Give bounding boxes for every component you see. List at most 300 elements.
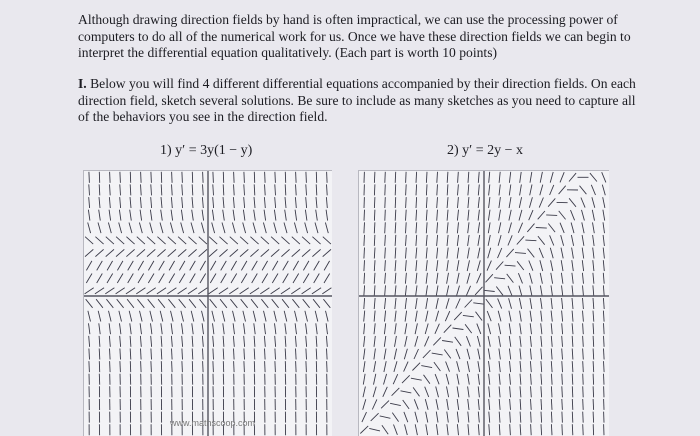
- slope-segment: [374, 285, 375, 296]
- slope-segment: [424, 375, 430, 384]
- slope-segment: [261, 299, 268, 308]
- slope-segment: [292, 249, 300, 256]
- slope-segment: [509, 349, 510, 360]
- slope-segment: [551, 386, 552, 397]
- slope-segment: [392, 388, 400, 396]
- slope-segment: [189, 299, 196, 308]
- slope-segment: [140, 311, 143, 322]
- slope-segment: [295, 311, 298, 322]
- slope-segment: [406, 184, 407, 195]
- slope-segment: [489, 172, 490, 183]
- slope-segment: [374, 248, 375, 259]
- slope-segment: [593, 273, 594, 284]
- slope-segment: [571, 210, 575, 220]
- slope-segment: [593, 361, 594, 372]
- slope-segment: [550, 248, 553, 259]
- slope-segment: [305, 223, 308, 234]
- slope-segment: [213, 336, 214, 347]
- slope-segment: [171, 311, 174, 322]
- slope-segment: [583, 361, 584, 372]
- slope-segment: [233, 336, 234, 347]
- slope-segment: [119, 210, 121, 221]
- slope-segment: [527, 224, 534, 232]
- slope-segment: [541, 374, 542, 385]
- slope-segment: [364, 273, 365, 284]
- slope-segment: [220, 299, 227, 308]
- slope-segment: [262, 261, 268, 271]
- slope-segment: [562, 323, 563, 334]
- slope-segment: [192, 184, 193, 195]
- slope-segment: [86, 261, 92, 271]
- slope-segment: [85, 237, 93, 244]
- direction-field-1[interactable]: [83, 170, 332, 436]
- slope-segment: [385, 172, 386, 183]
- slope-segment: [582, 235, 584, 246]
- slope-segment: [88, 210, 90, 221]
- slope-segment: [509, 336, 511, 347]
- slope-segment: [316, 210, 318, 221]
- slope-segment: [109, 311, 112, 322]
- direction-field-1-plot[interactable]: [84, 171, 332, 436]
- slope-segment: [583, 323, 584, 334]
- slope-segment: [128, 261, 134, 271]
- slope-segment: [169, 274, 175, 284]
- slope-segment: [604, 374, 605, 385]
- slope-segment: [254, 210, 256, 221]
- task-text: Below you will find 4 different differential equations accompanied by their direction fields. On each direction field, sketch several solutions. Be sure to include as many sketches as you need to capture all of the behaviors you see in the direction field.: [78, 76, 636, 124]
- slope-segment: [415, 311, 417, 322]
- slope-segment: [250, 288, 259, 294]
- slope-segment: [275, 184, 276, 195]
- slope-segment: [171, 197, 172, 208]
- slope-segment: [401, 391, 412, 393]
- slope-segment: [528, 249, 535, 258]
- slope-segment: [415, 412, 418, 423]
- slope-segment: [191, 223, 194, 234]
- slope-segment: [478, 361, 480, 372]
- slope-segment: [426, 424, 428, 435]
- slope-segment: [499, 349, 501, 360]
- slope-segment: [364, 248, 365, 259]
- slope-segment: [403, 400, 409, 409]
- slope-segment: [580, 186, 587, 195]
- slope-segment: [230, 299, 237, 308]
- slope-segment: [296, 361, 297, 372]
- slope-segment: [159, 261, 165, 271]
- slope-segment: [457, 210, 458, 221]
- slope-segment: [141, 361, 142, 372]
- slope-segment: [591, 185, 595, 195]
- slope-segment: [271, 288, 280, 294]
- slope-segment: [593, 336, 594, 347]
- slope-segment: [364, 285, 365, 296]
- slope-segment: [488, 210, 490, 221]
- slope-segment: [158, 299, 165, 308]
- slope-segment: [302, 249, 310, 256]
- slope-segment: [468, 412, 469, 423]
- slope-segment: [385, 273, 386, 284]
- slope-segment: [213, 349, 214, 360]
- slope-segment: [510, 412, 511, 423]
- slope-segment: [520, 424, 521, 435]
- slope-segment: [593, 260, 594, 271]
- slope-segment: [435, 374, 439, 384]
- slope-segment: [572, 412, 573, 423]
- slope-segment: [536, 228, 547, 229]
- slope-segment: [234, 361, 235, 372]
- slope-segment: [150, 223, 153, 234]
- slope-segment: [243, 223, 246, 234]
- slope-segment: [593, 323, 594, 334]
- slope-segment: [467, 273, 470, 284]
- slope-segment: [264, 336, 265, 347]
- slope-segment: [416, 197, 417, 208]
- slope-segment: [559, 186, 566, 194]
- slope-segment: [499, 336, 501, 347]
- slope-segment: [213, 323, 214, 334]
- slope-segment: [540, 172, 542, 183]
- slope-segment: [223, 210, 225, 221]
- direction-field-2[interactable]: [358, 170, 609, 436]
- slope-segment: [466, 286, 470, 296]
- slope-segment: [520, 323, 522, 334]
- slope-segment: [494, 278, 505, 279]
- slope-segment: [231, 274, 237, 284]
- slope-segment: [561, 273, 563, 284]
- slope-segment: [147, 237, 155, 244]
- slope-segment: [531, 412, 532, 423]
- slope-segment: [425, 324, 428, 335]
- slope-segment: [137, 237, 145, 244]
- slope-segment: [312, 288, 321, 294]
- slope-segment: [499, 399, 500, 410]
- slope-segment: [530, 298, 532, 309]
- slope-segment: [603, 210, 605, 221]
- slope-segment: [109, 197, 110, 208]
- slope-segment: [458, 197, 459, 208]
- slope-segment: [508, 235, 512, 245]
- slope-segment: [489, 399, 490, 410]
- slope-segment: [284, 311, 287, 322]
- slope-segment: [593, 285, 594, 296]
- slope-segment: [592, 197, 595, 208]
- slope-segment: [223, 349, 224, 360]
- slope-segment: [360, 426, 368, 434]
- slope-segment: [95, 237, 103, 244]
- slope-segment: [530, 349, 531, 360]
- slope-segment: [327, 361, 328, 372]
- slope-segment: [362, 412, 367, 422]
- slope-segment: [262, 274, 268, 284]
- slope-segment: [302, 288, 311, 294]
- slope-segment: [188, 288, 197, 294]
- slope-segment: [178, 288, 187, 294]
- slope-segment: [456, 349, 460, 359]
- slope-segment: [209, 237, 217, 244]
- slope-segment: [281, 237, 289, 244]
- slope-segment: [405, 424, 408, 435]
- slope-segment: [182, 172, 183, 183]
- slope-segment: [209, 288, 218, 294]
- slope-segment: [89, 184, 90, 195]
- slope-segment: [604, 336, 605, 347]
- slope-segment: [160, 223, 163, 234]
- slope-segment: [223, 184, 224, 195]
- slope-segment: [583, 424, 584, 435]
- slope-segment: [520, 386, 521, 397]
- slope-segment: [120, 336, 121, 347]
- slope-segment: [421, 366, 432, 368]
- slope-segment: [540, 273, 542, 284]
- slope-segment: [250, 249, 258, 256]
- slope-segment: [374, 197, 375, 208]
- slope-segment: [603, 311, 604, 322]
- slope-segment: [192, 336, 193, 347]
- slope-segment: [416, 260, 417, 271]
- slope-segment: [478, 386, 479, 397]
- slope-segment: [285, 349, 286, 360]
- slope-segment: [510, 386, 511, 397]
- slope-segment: [138, 261, 144, 271]
- slope-segment: [520, 412, 521, 423]
- slope-segment: [253, 311, 256, 322]
- slope-segment: [546, 215, 557, 216]
- slope-segment: [458, 172, 459, 183]
- slope-segment: [274, 223, 277, 234]
- slope-segment: [243, 210, 245, 221]
- slope-segment: [172, 172, 173, 183]
- slope-segment: [190, 274, 196, 284]
- slope-segment: [529, 261, 533, 271]
- slope-segment: [550, 172, 553, 183]
- slope-segment: [182, 184, 183, 195]
- slope-segment: [151, 361, 152, 372]
- watermark: www.mathscoop.com: [170, 418, 255, 428]
- slope-segment: [551, 285, 553, 296]
- slope-segment: [541, 298, 543, 309]
- slope-segment: [374, 361, 376, 372]
- slope-segment: [582, 273, 583, 284]
- slope-segment: [261, 249, 269, 256]
- slope-segment: [381, 401, 389, 409]
- slope-segment: [106, 249, 114, 256]
- slope-segment: [406, 172, 407, 183]
- slope-segment: [364, 349, 365, 360]
- slope-segment: [171, 210, 173, 221]
- slope-segment: [583, 374, 584, 385]
- slope-segment: [416, 248, 417, 259]
- slope-segment: [170, 223, 173, 234]
- slope-segment: [548, 224, 555, 233]
- slope-segment: [385, 260, 386, 271]
- slope-segment: [519, 298, 521, 309]
- slope-segment: [457, 386, 459, 397]
- slope-segment: [151, 172, 152, 183]
- slope-segment: [560, 172, 564, 182]
- slope-segment: [264, 323, 265, 334]
- slope-segment: [434, 362, 441, 371]
- slope-segment: [151, 197, 152, 208]
- slope-segment: [88, 311, 91, 322]
- slope-segment: [393, 374, 398, 384]
- slope-segment: [562, 285, 563, 296]
- slope-segment: [467, 349, 470, 360]
- slope-segment: [148, 261, 154, 271]
- slope-segment: [529, 210, 533, 220]
- slope-segment: [489, 374, 490, 385]
- slope-segment: [456, 299, 461, 309]
- slope-segment: [426, 210, 427, 221]
- slope-segment: [182, 361, 183, 372]
- slope-segment: [593, 311, 594, 322]
- slope-segment: [322, 288, 331, 294]
- slope-segment: [252, 261, 258, 271]
- slope-segment: [188, 237, 196, 244]
- slope-segment: [488, 349, 490, 360]
- slope-segment: [98, 311, 101, 322]
- slope-segment: [446, 362, 450, 372]
- slope-segment: [240, 237, 248, 244]
- slope-segment: [188, 249, 196, 256]
- slope-segment: [602, 172, 606, 182]
- slope-segment: [437, 235, 438, 246]
- slope-segment: [244, 349, 245, 360]
- slope-segment: [171, 336, 172, 347]
- slope-segment: [562, 336, 563, 347]
- slope-segment: [562, 311, 563, 322]
- slope-segment: [254, 197, 255, 208]
- slope-segment: [178, 249, 186, 256]
- slope-segment: [230, 237, 238, 244]
- slope-segment: [453, 328, 464, 330]
- slope-segment: [466, 336, 470, 346]
- slope-segment: [571, 223, 574, 234]
- slope-segment: [382, 425, 388, 434]
- slope-segment: [583, 349, 584, 360]
- slope-segment: [416, 298, 418, 309]
- slope-segment: [141, 349, 142, 360]
- slope-segment: [478, 235, 480, 246]
- slope-segment: [323, 299, 330, 308]
- slope-segment: [572, 248, 574, 259]
- slope-segment: [571, 235, 573, 246]
- slope-segment: [181, 311, 184, 322]
- slope-segment: [292, 237, 300, 244]
- slope-segment: [323, 237, 331, 244]
- slope-segment: [202, 210, 204, 221]
- slope-segment: [295, 210, 297, 221]
- slope-segment: [126, 288, 135, 294]
- slope-segment: [89, 349, 90, 360]
- slope-segment: [198, 288, 207, 294]
- slope-segment: [426, 184, 427, 195]
- slope-segment: [385, 248, 386, 259]
- slope-segment: [447, 412, 449, 423]
- slope-segment: [265, 349, 266, 360]
- slope-segment: [562, 349, 563, 360]
- slope-segment: [510, 361, 511, 372]
- slope-segment: [436, 424, 438, 435]
- slope-segment: [489, 412, 490, 423]
- slope-segment: [468, 235, 470, 246]
- slope-segment: [551, 273, 553, 284]
- slope-segment: [510, 374, 511, 385]
- slope-segment: [488, 235, 490, 246]
- slope-segment: [117, 299, 124, 308]
- slope-segment: [465, 324, 472, 333]
- slope-segment: [96, 299, 103, 308]
- slope-segment: [202, 323, 203, 334]
- slope-segment: [168, 299, 175, 308]
- slope-segment: [406, 222, 407, 233]
- slope-segment: [86, 299, 93, 308]
- slope-segment: [109, 323, 110, 334]
- slope-segment: [252, 274, 258, 284]
- slope-segment: [363, 387, 365, 398]
- slope-segment: [303, 274, 309, 284]
- direction-field-2-plot[interactable]: [359, 171, 609, 436]
- slope-segment: [137, 249, 145, 256]
- slope-segment: [264, 197, 265, 208]
- slope-segment: [551, 336, 552, 347]
- slope-segment: [99, 210, 101, 221]
- slope-segment: [583, 285, 584, 296]
- slope-segment: [241, 299, 248, 308]
- slope-segment: [593, 222, 595, 233]
- slope-segment: [167, 288, 176, 294]
- slope-segment: [446, 374, 449, 385]
- slope-segment: [229, 288, 238, 294]
- slope-segment: [230, 249, 238, 256]
- slope-segment: [306, 184, 307, 195]
- slope-segment: [405, 273, 406, 284]
- slope-segment: [506, 249, 513, 257]
- slope-segment: [525, 240, 536, 241]
- slope-segment: [244, 184, 245, 195]
- slope-segment: [374, 311, 375, 322]
- slope-segment: [394, 425, 398, 435]
- slope-segment: [182, 323, 183, 334]
- slope-segment: [385, 311, 386, 322]
- slope-segment: [275, 172, 276, 183]
- slope-segment: [172, 349, 173, 360]
- slope-segment: [261, 237, 269, 244]
- slope-segment: [275, 197, 276, 208]
- slope-segment: [306, 323, 307, 334]
- slope-segment: [374, 273, 375, 284]
- slope-segment: [306, 361, 307, 372]
- slope-segment: [508, 286, 512, 296]
- slope-segment: [285, 197, 286, 208]
- slope-segment: [550, 185, 554, 195]
- slope-segment: [140, 336, 141, 347]
- slope-segment: [496, 287, 503, 296]
- slope-segment: [390, 403, 401, 405]
- slope-segment: [275, 323, 276, 334]
- slope-segment: [416, 172, 417, 183]
- slope-segment: [520, 374, 521, 385]
- slope-segment: [323, 249, 331, 256]
- slope-segment: [234, 172, 235, 183]
- slope-segment: [233, 210, 235, 221]
- slope-segment: [593, 386, 594, 397]
- slope-segment: [510, 399, 511, 410]
- slope-segment: [426, 298, 428, 309]
- slope-segment: [240, 249, 248, 256]
- slope-segment: [147, 288, 156, 294]
- slope-segment: [416, 210, 417, 221]
- slope-segment: [374, 298, 375, 309]
